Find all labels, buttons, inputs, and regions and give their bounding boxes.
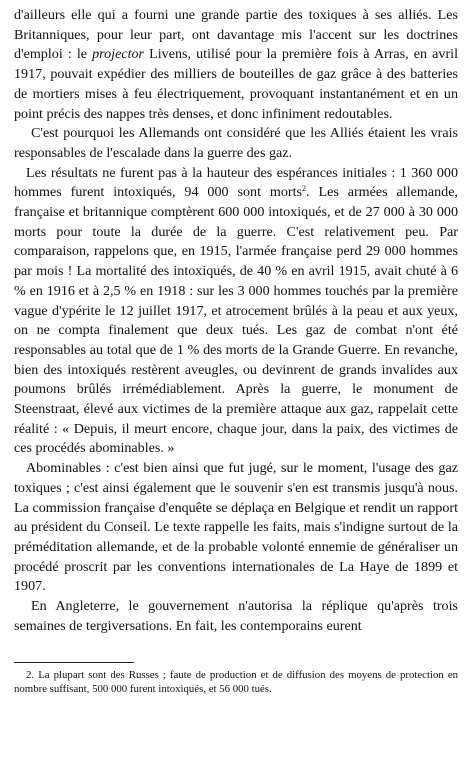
footnote-text: La plupart sont des Russes ; faute de production et de diffusion des moyens de protection en nombre suffisant, 500 000 furent intoxiqués, et 56 000 tués. [14,668,459,695]
paragraph-3-text-a: Les résultats ne furent pas à la hauteur des espérances initiales : 1 360 000 hommes furent intoxiqués, 94 000 sont morts [14,164,458,201]
paragraph-5: En Angleterre, le gouvernement n'autorisa la réplique qu'après trois semaines de tergiversations. En fait, les contemporains eurent [14,598,458,634]
book-page [14,6,458,696]
paragraph-3-text-b: . Les armées allemande, française et britannique comptèrent 600 000 intoxiqués, et de 27 000 à 30 000 morts pour toute la durée de la guerre. C'est relativement peu. Par comparaison, rappelons que, en 1915, l'armée française perd 29 000 hommes par mois ! La mortalité des intoxiqués, de 40 % en avril 1915, avait chuté à 6 % en 1916 et à 2,5 % en 1918 : sur les 3 000 hommes touchés par la première vague d'ypérite le 12 juillet 1917, et atrocement brûlés à la peau et aux yeux, on ne compta finalement que deux tués. Les gaz de combat n'ont été responsables au total que de 1 % des morts de la Grande Guerre. En revanche, bien des intoxiqués restèrent aveugles, ou devinrent de grands invalides aux poumons brûlés irrémédiablement. Après la guerre, le monument de Steenstraat, élevé aux victimes de la première attaque aux gaz, rappelait cette réalité : « Depuis, il meurt encore, chaque jour, dans la paix, des victimes de ces procédés abominables. » [14,184,458,457]
footnote-number: 2. [26,668,35,681]
projector-term: projector [92,46,145,63]
paragraph-1 [14,6,458,124]
paragraph-1-text-a: d'ailleurs elle qui a fourni une grande partie des toxiques à ses alliés. Les Britanniques, pour leur part, ont davantage mis l'accent sur les doctrines d'emploi : le [14,7,458,63]
paragraph-2: C'est pourquoi les Allemands ont considéré que les Alliés étaient les vrais responsables de l'escalade dans la guerre des gaz. [14,125,458,161]
paragraph-4: Abominables : c'est bien ainsi que fut jugé, sur le moment, l'usage des gaz toxiques ; c'est ainsi également que le souvenir s'en est transmis jusqu'à nous. La commission française d'enquête se déplaça en Belgique et rendit un rapport au président du Conseil. Le texte rappelle les faits, mais s'indigne surtout de la préméditation allemande, et de la probable volonté ennemie de généraliser un procédé proscrit par les conventions internationales de La Haye de 1899 et 1907. [14,460,458,595]
body-text [14,6,458,637]
paragraph-1-text-b: Livens, utilisé pour la première fois à Arras, en avril 1917, pouvait expédier des milliers de bouteilles de gaz grâce à des batteries de mortiers mises à feu électriquement, provoquant instantanément et en un point précis des nappes très denses, et donc infiniment redoutables. [14,46,458,122]
footnote [14,668,458,696]
paragraph-3 [14,164,458,460]
footnote-ref: 2 [302,184,307,194]
footnote-rule [14,662,134,663]
